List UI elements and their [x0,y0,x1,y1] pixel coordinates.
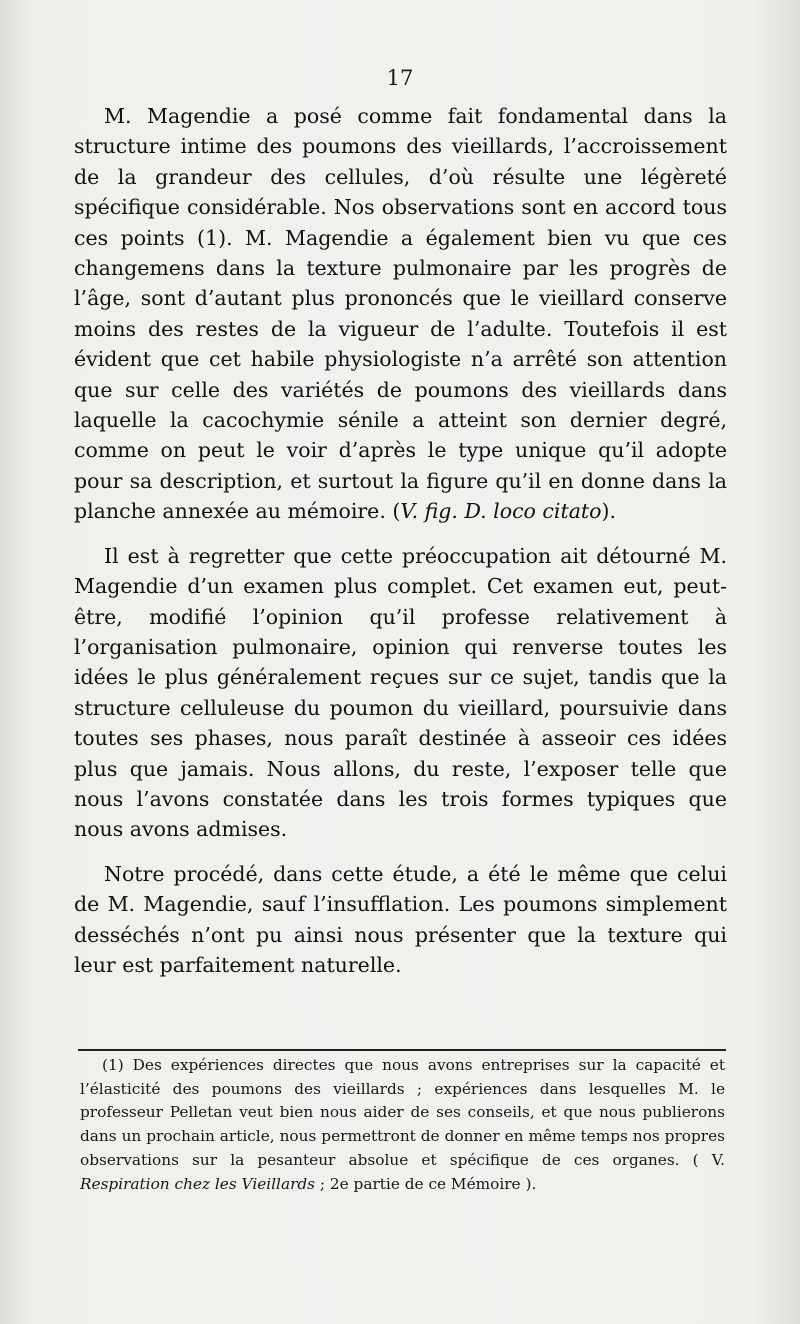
footnote-1-text: (1) Des expériences directes que nous avons entreprises sur la capacité et l’élasticité des poumons des vieillards ; expériences dans lesquelles M. le professeur Pelletan veut bien nous aider de ses conseils, et que nous publierons dans un prochain article, nous permettront de donner en même temps nos propres observations sur la pesanteur absolue et spécifique de ces organes. ( V. [80,1056,725,1169]
footnote-1 [80,1054,725,1196]
main-text [74,101,727,980]
paragraph-1-text: M. Magendie a posé comme fait fondamental dans la structure intime des poumons des vieillards, l’accroissement de la grandeur des cellules, d’où résulte une légèreté spécifique considérable. Nos observations sont en accord tous ces points (1). M. Magendie a également bien vu que ces changemens dans la texture pulmonaire par les progrès de l’âge, sont d’autant plus prononcés que le vieillard conserve moins des restes de la vigueur de l’adulte. Toutefois il est évident que cet habile physiologiste n’a arrêté son attention que sur celle des variétés de poumons des vieillards dans laquelle la cacochymie sénile a atteint son dernier degré, comme on peut le voir d’après le type unique qu’il adopte pour sa description, et surtout la figure qu’il en donne dans la planche annexée au mémoire. ( [74,104,727,524]
paragraph-1 [74,101,727,527]
paragraph-1-end: ). [601,499,617,524]
paragraph-1-citation: V. fig. D. loco citato [400,499,602,524]
paragraph-2 [74,541,727,845]
page-number: 17 [386,66,414,90]
footnotes [80,1054,725,1196]
footnote-1-reference: Respiration chez les Vieillards [80,1174,316,1193]
footnote-1-end: ; 2e partie de ce Mémoire ). [315,1174,537,1193]
paragraph-2-text: Il est à regretter que cette préoccupation ait détourné M. Magendie d’un examen plus complet. Cet examen eut, peut-être, modifié l’opinion qu’il professe relativement à l’organisation pulmonaire, opinion qui renverse toutes les idées le plus généralement reçues sur ce sujet, tandis que la structure celluleuse du poumon du vieillard, poursuivie dans toutes ses phases, nous paraît destinée à asseoir ces idées plus que jamais. Nous allons, du reste, l’exposer telle que nous l’avons constatée dans les trois formes typiques que nous avons admises. [74,543,727,842]
paragraph-3 [74,859,727,981]
footnote-divider [78,1049,726,1051]
paragraph-3-text: Notre procédé, dans cette étude, a été le même que celui de M. Magendie, sauf l’insufflation. Les poumons simplement desséchés n’ont pu ainsi nous présenter que la texture qui leur est parfaitement naturelle. [74,861,727,977]
